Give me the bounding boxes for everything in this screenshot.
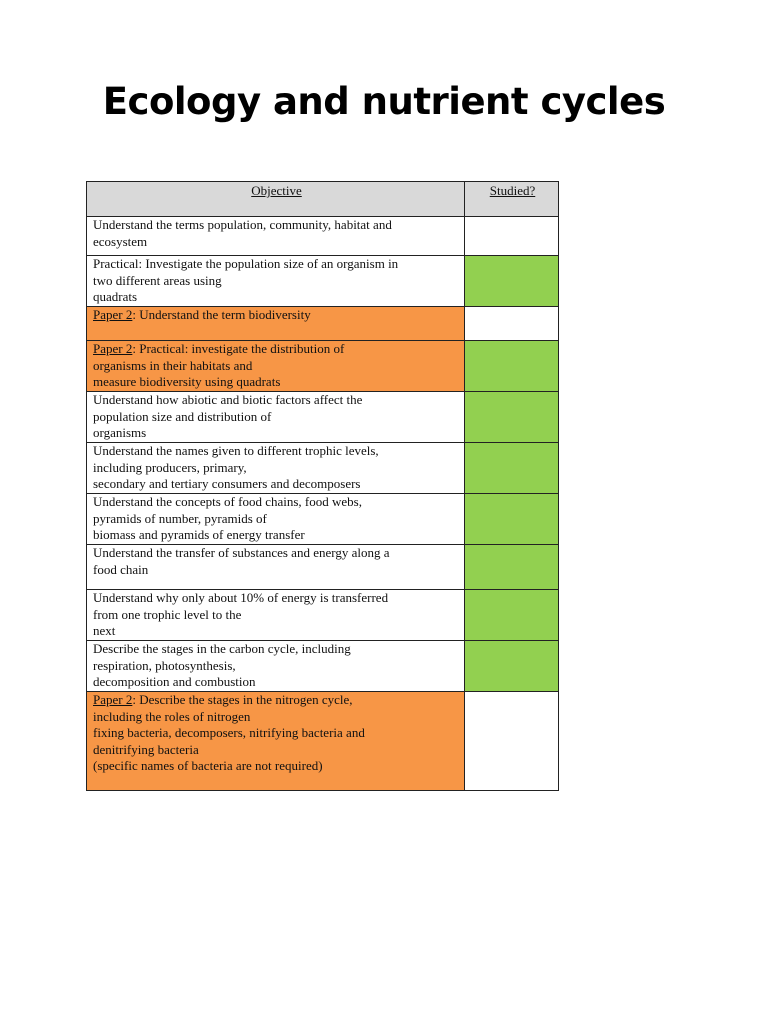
studied-cell-done[interactable] [465, 392, 559, 443]
objective-text-line: Understand the concepts of food chains, food webs, [93, 494, 362, 509]
objective-cell [87, 392, 465, 443]
objective-text-line: measure biodiversity using quadrats [93, 374, 281, 389]
paper-2-label: Paper 2 [93, 307, 133, 322]
objective-cell [87, 307, 465, 341]
studied-cell-done[interactable] [465, 590, 559, 641]
table-row [87, 545, 559, 590]
studied-cell-done[interactable] [465, 545, 559, 590]
objective-cell [87, 494, 465, 545]
table-row [87, 341, 559, 392]
objective-text-line: denitrifying bacteria [93, 741, 199, 757]
objective-text-line: Understand how abiotic and biotic factors affect the [93, 392, 363, 407]
objective-text-line: pyramids of number, pyramids of [93, 510, 267, 526]
objective-text-line: Describe the stages in the carbon cycle, including [93, 641, 351, 656]
studied-cell-done[interactable] [465, 341, 559, 392]
objective-cell [87, 341, 465, 392]
objective-text-line: Understand the names given to different trophic levels, [93, 443, 379, 458]
objective-cell [87, 641, 465, 692]
table-row [87, 692, 559, 791]
studied-cell-empty[interactable] [465, 307, 559, 341]
paper-2-label: Paper 2 [93, 692, 133, 707]
objective-text-line: food chain [93, 561, 149, 577]
page-title: Ecology and nutrient cycles [102, 80, 666, 123]
paper-2-label: Paper 2 [93, 341, 133, 356]
objective-text-line: two different areas using [93, 272, 222, 288]
objective-text-line: including producers, primary, [93, 459, 247, 475]
table-header-row [87, 182, 559, 217]
table-row [87, 392, 559, 443]
studied-cell-done[interactable] [465, 256, 559, 307]
objective-text-line: organisms in their habitats and [93, 357, 253, 373]
objective-cell [87, 692, 465, 791]
objective-text-line: biomass and pyramids of energy transfer [93, 527, 305, 542]
table-row [87, 307, 559, 341]
objective-text-line: (specific names of bacteria are not required) [93, 758, 323, 773]
studied-cell-done[interactable] [465, 443, 559, 494]
objective-text-line: respiration, photosynthesis, [93, 657, 236, 673]
table-row [87, 641, 559, 692]
objective-text-line: organisms [93, 425, 147, 440]
table-row [87, 217, 559, 256]
objective-cell [87, 256, 465, 307]
objective-text-line: Paper 2: Describe the stages in the nitrogen cycle, [93, 692, 353, 707]
studied-cell-done[interactable] [465, 641, 559, 692]
objective-text-line: decomposition and combustion [93, 674, 256, 689]
table-row [87, 443, 559, 494]
studied-cell-done[interactable] [465, 494, 559, 545]
studied-cell-empty[interactable] [465, 692, 559, 791]
studied-cell-empty[interactable] [465, 217, 559, 256]
objective-text-line: secondary and tertiary consumers and decomposers [93, 476, 361, 491]
objective-cell [87, 590, 465, 641]
objective-text-line: Understand why only about 10% of energy is transferred [93, 590, 389, 605]
objective-text-line: Paper 2: Practical: investigate the distribution of [93, 341, 345, 356]
studied-column-header: Studied? [465, 182, 559, 217]
table-row [87, 494, 559, 545]
objective-cell [87, 545, 465, 590]
table-row [87, 256, 559, 307]
objective-text-line: from one trophic level to the [93, 606, 242, 622]
table-row [87, 590, 559, 641]
objective-cell [87, 217, 465, 256]
objective-cell [87, 443, 465, 494]
objective-text-line: population size and distribution of [93, 408, 272, 424]
objective-text-line: Understand the terms population, community, habitat and [93, 217, 392, 232]
objective-text-line: Understand the transfer of substances and energy along a [93, 545, 390, 560]
objective-text-line: Paper 2: Understand the term biodiversity [93, 307, 311, 322]
objective-text-line: ecosystem [93, 233, 148, 249]
objective-text-line: Practical: Investigate the population size of an organism in [93, 256, 399, 271]
objective-text-line: including the roles of nitrogen [93, 708, 251, 724]
objective-column-header: Objective [87, 182, 465, 217]
objective-text-line: quadrats [93, 289, 138, 304]
objective-text-line: next [93, 623, 116, 638]
objectives-table [86, 181, 559, 791]
objective-text-line: fixing bacteria, decomposers, nitrifying bacteria and [93, 725, 365, 740]
